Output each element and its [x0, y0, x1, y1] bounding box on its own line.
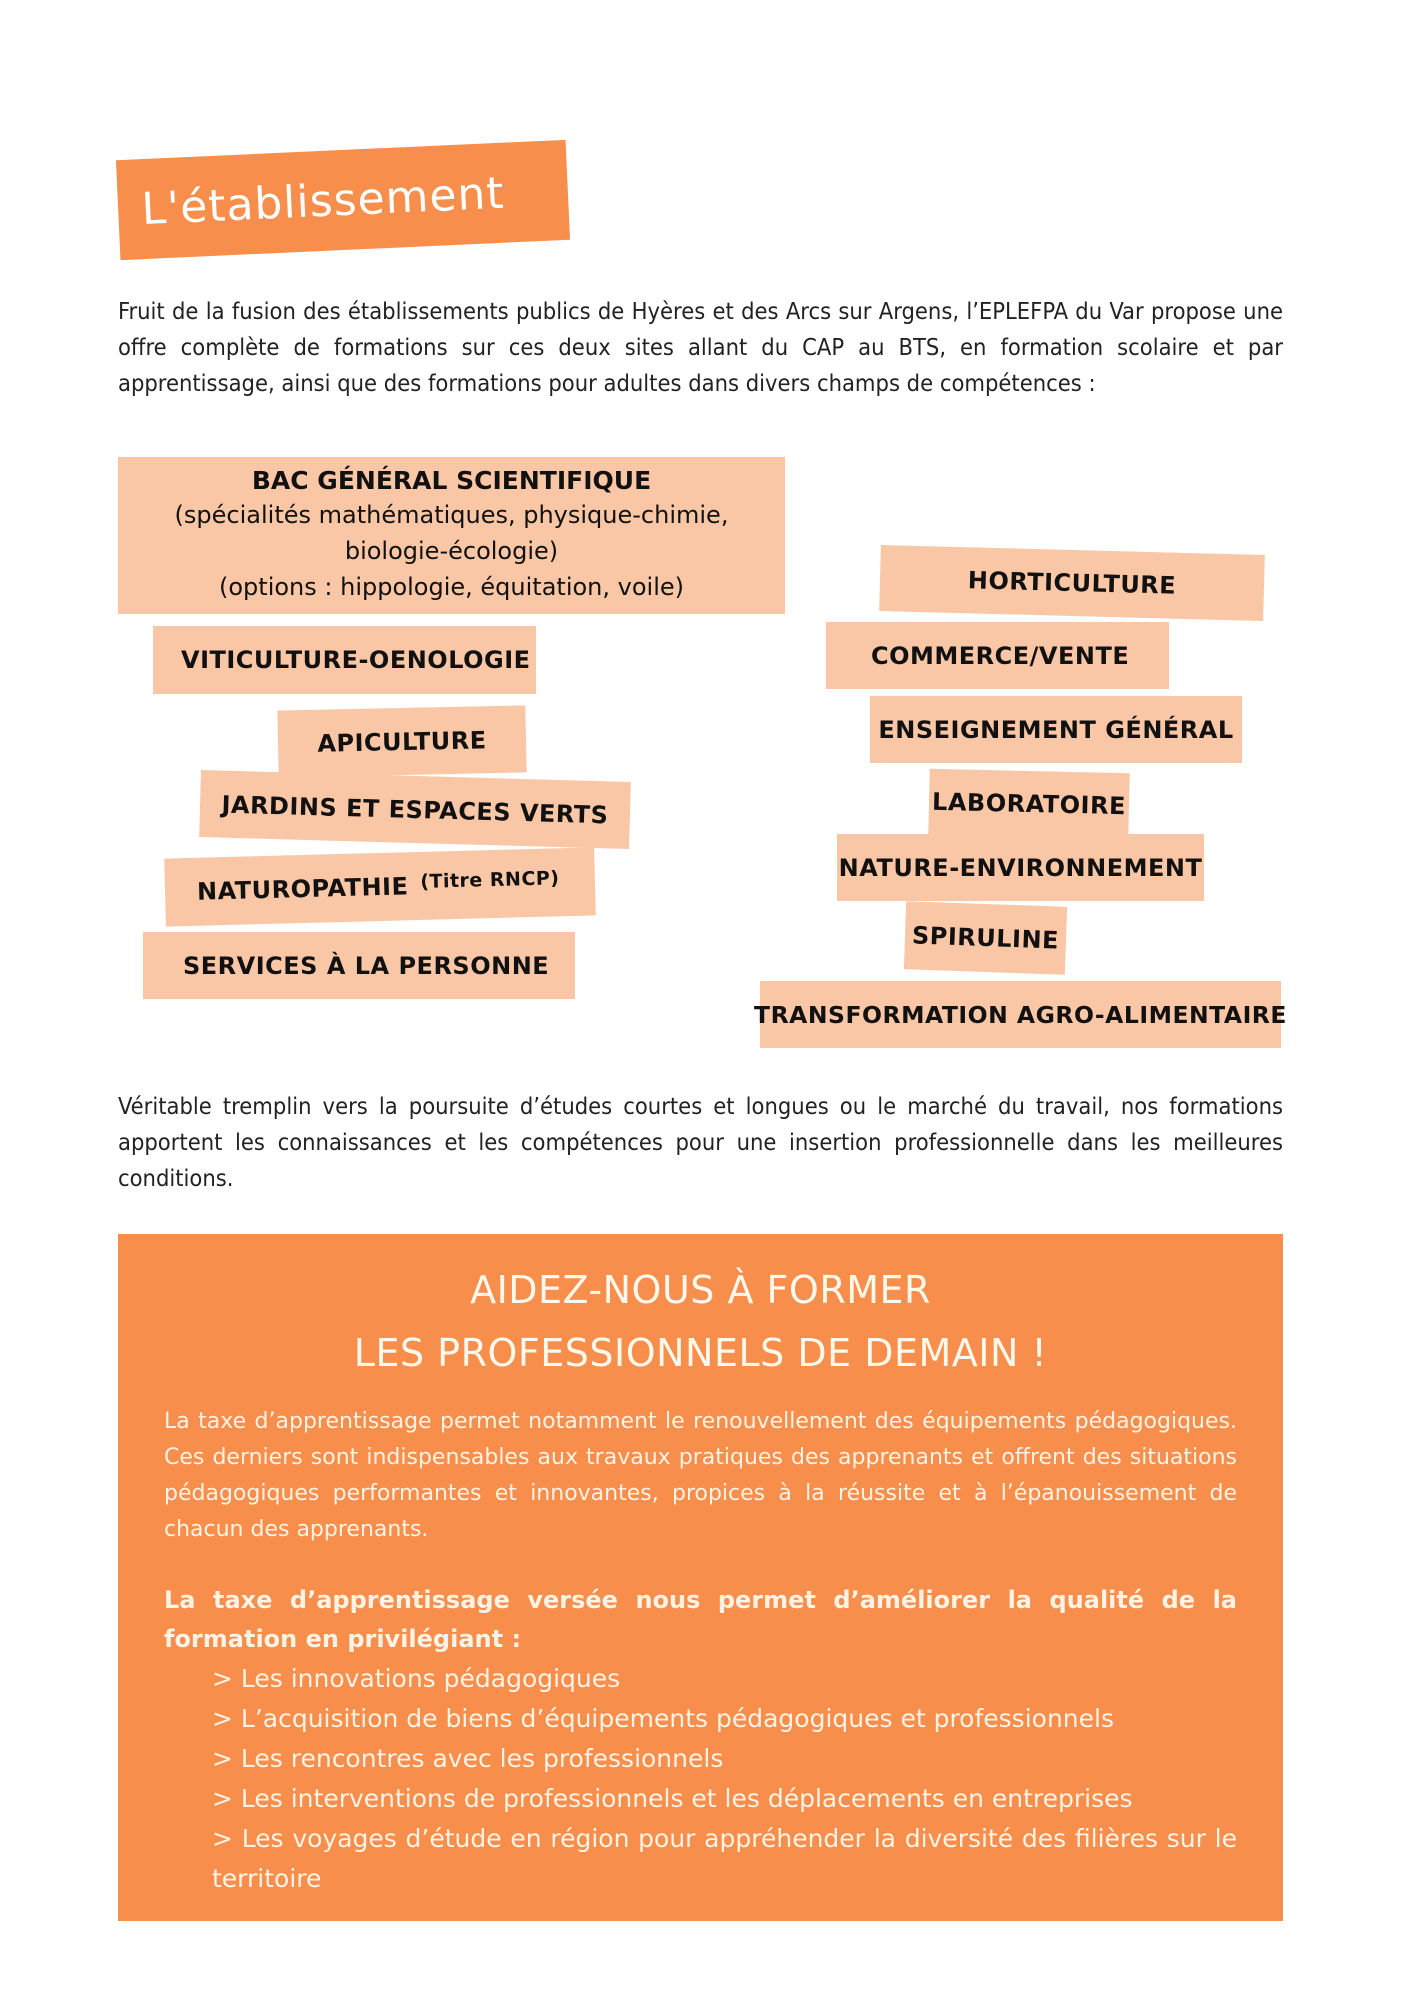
tag-label: JARDINS ET ESPACES VERTS: [221, 790, 609, 829]
callout-heading-line2: LES PROFESSIONNELS DE DEMAIN !: [353, 1331, 1048, 1375]
tag-label: HORTICULTURE: [967, 566, 1177, 600]
list-item: > Les rencontres avec les professionnels: [212, 1744, 724, 1773]
tag-label: NATURE-ENVIRONNEMENT: [838, 853, 1203, 882]
benefits-list: [212, 1659, 1237, 1899]
section-title: L'établissement: [140, 167, 506, 235]
list-item: > Les voyages d’étude en région pour appréhender la diversité des filières sur le territoire: [212, 1824, 1237, 1893]
bac-title: BAC GÉNÉRAL SCIENTIFIQUE: [251, 466, 652, 495]
tag-commerce: [826, 622, 1169, 689]
tag-label: APICULTURE: [317, 725, 487, 758]
tag-horticulture: [879, 545, 1265, 621]
tag-label: VITICULTURE-OENOLOGIE: [181, 646, 531, 674]
tag-transformation: [754, 981, 1287, 1048]
bac-line: (options : hippologie, équitation, voile): [219, 573, 684, 601]
outro-paragraph: Véritable tremplin vers la poursuite d’études courtes et longues ou le marché du travail, nos formations apportent les connaissances et les compétences pour une insertion professionnelle dans les meilleures conditions.: [118, 1092, 1283, 1192]
list-item: > Les innovations pédagogiques: [212, 1664, 621, 1693]
callout-lead: La taxe d’apprentissage versée nous permet d’améliorer la qualité de la formation en privilégiant :: [164, 1586, 1237, 1653]
tag-label: SERVICES À LA PERSONNE: [183, 951, 550, 980]
tag-apiculture: [277, 705, 526, 777]
tag-label: TRANSFORMATION AGRO-ALIMENTAIRE: [754, 1000, 1287, 1029]
intro-paragraph: Fruit de la fusion des établissements publics de Hyères et des Arcs sur Argens, l’EPLEFPA du Var propose une offre complète de formations sur ces deux sites allant du CAP au BTS, en formation scolaire et par apprentissage, ainsi que des formations pour adultes dans divers champs de compétences :: [118, 297, 1283, 397]
callout-body: La taxe d’apprentissage permet notamment le renouvellement des équipements pédagogiques. Ces derniers sont indispensables aux travaux pratiques des apprenants et offrent des situations pédagogiques performantes et innovantes, propices à la réussite et à l’épanouissement de chacun des apprenants.: [164, 1409, 1237, 1542]
tag-label: ENSEIGNEMENT GÉNÉRAL: [878, 715, 1234, 744]
tag-label: SPIRULINE: [911, 921, 1060, 955]
tag-note: (Titre RNCP): [420, 867, 560, 893]
tag-laboratoire: [928, 769, 1129, 840]
bac-card: [118, 457, 785, 614]
tag-viticulture: [153, 626, 536, 694]
callout-box: [118, 1234, 1283, 1921]
tag-label: NATUROPATHIE: [196, 872, 409, 906]
callout-heading-line1: AIDEZ-NOUS À FORMER: [470, 1268, 931, 1312]
tag-label: COMMERCE/VENTE: [871, 641, 1130, 670]
tag-naturopathie: [164, 847, 596, 926]
tag-jardins: [199, 770, 631, 849]
bac-line: biologie-écologie): [344, 537, 559, 565]
section-title-banner: [116, 140, 570, 260]
list-item: > L’acquisition de biens d’équipements pédagogiques et professionnels: [212, 1704, 1114, 1733]
tag-label: LABORATOIRE: [931, 787, 1127, 821]
list-item: > Les interventions de professionnels et les déplacements en entreprises: [212, 1784, 1133, 1813]
bac-line: (spécialités mathématiques, physique-chimie,: [174, 501, 729, 529]
tag-spiruline: [904, 901, 1067, 975]
tag-services: [143, 932, 575, 999]
tag-enseignement: [870, 696, 1242, 763]
tag-nature-environnement: [837, 834, 1204, 901]
